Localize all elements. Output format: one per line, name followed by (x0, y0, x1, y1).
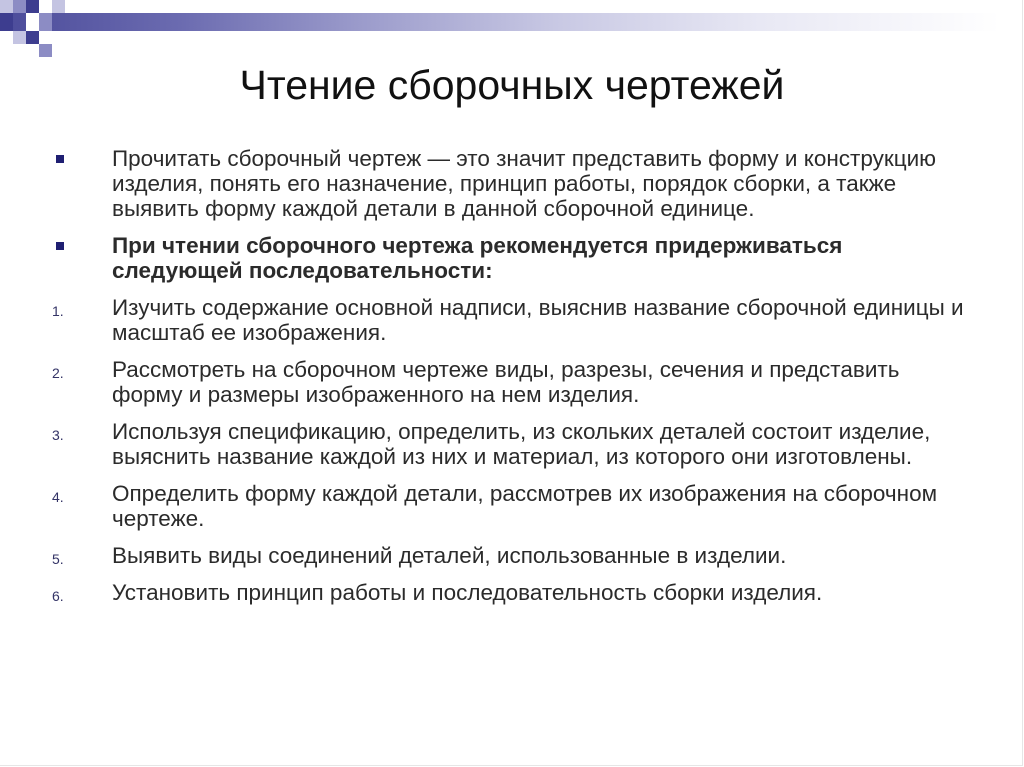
decor-square (0, 0, 13, 13)
step-number: 4. (52, 489, 64, 505)
bullet-item-recommendation (52, 233, 972, 283)
decor-square (52, 0, 65, 13)
numbered-step (52, 580, 972, 605)
bullet-text: При чтении сборочного чертежа рекомендуется придерживаться следующей последовательности: (112, 233, 843, 283)
bullet-text: Прочитать сборочный чертеж — это значит представить форму и конструкцию изделия, понять его назначение, принцип работы, порядок сборки, а также выявить форму каждой детали в данной сборочной единице. (112, 146, 937, 221)
square-bullet-icon (56, 242, 64, 250)
slide-title: Чтение сборочных чертежей (239, 62, 785, 108)
step-text: Установить принцип работы и последовательность сборки изделия. (112, 580, 823, 605)
step-number: 2. (52, 365, 64, 381)
step-text: Рассмотреть на сборочном чертеже виды, разрезы, сечения и представить форму и размеры изображенного на нем изделия. (112, 357, 900, 407)
bullet-item-definition (52, 146, 972, 221)
decor-square (13, 0, 26, 13)
numbered-step (52, 295, 972, 345)
step-text: Используя спецификацию, определить, из скольких деталей состоит изделие, выяснить название каждой из них и материал, из которого они изготовлены. (112, 419, 931, 469)
step-text: Определить форму каждой детали, рассмотрев их изображения на сборочном чертеже. (112, 481, 938, 531)
step-text: Выявить виды соединений деталей, использованные в изделии. (112, 543, 787, 568)
decor-square (26, 31, 39, 44)
header-gradient-band (0, 13, 1024, 31)
slide-content (52, 146, 972, 617)
decor-square (26, 0, 39, 13)
numbered-step (52, 357, 972, 407)
step-number: 3. (52, 427, 64, 443)
step-number: 1. (52, 303, 64, 319)
numbered-step (52, 419, 972, 469)
decor-square (13, 31, 26, 44)
step-text: Изучить содержание основной надписи, выяснив название сборочной единицы и масштаб ее изображения. (112, 295, 964, 345)
square-bullet-icon (56, 155, 64, 163)
numbered-step (52, 481, 972, 531)
decor-square (26, 13, 39, 31)
step-number: 5. (52, 551, 64, 567)
numbered-step (52, 543, 972, 568)
decor-square (39, 13, 52, 31)
decor-square (39, 44, 52, 57)
decor-square (0, 13, 13, 31)
step-number: 6. (52, 588, 64, 604)
